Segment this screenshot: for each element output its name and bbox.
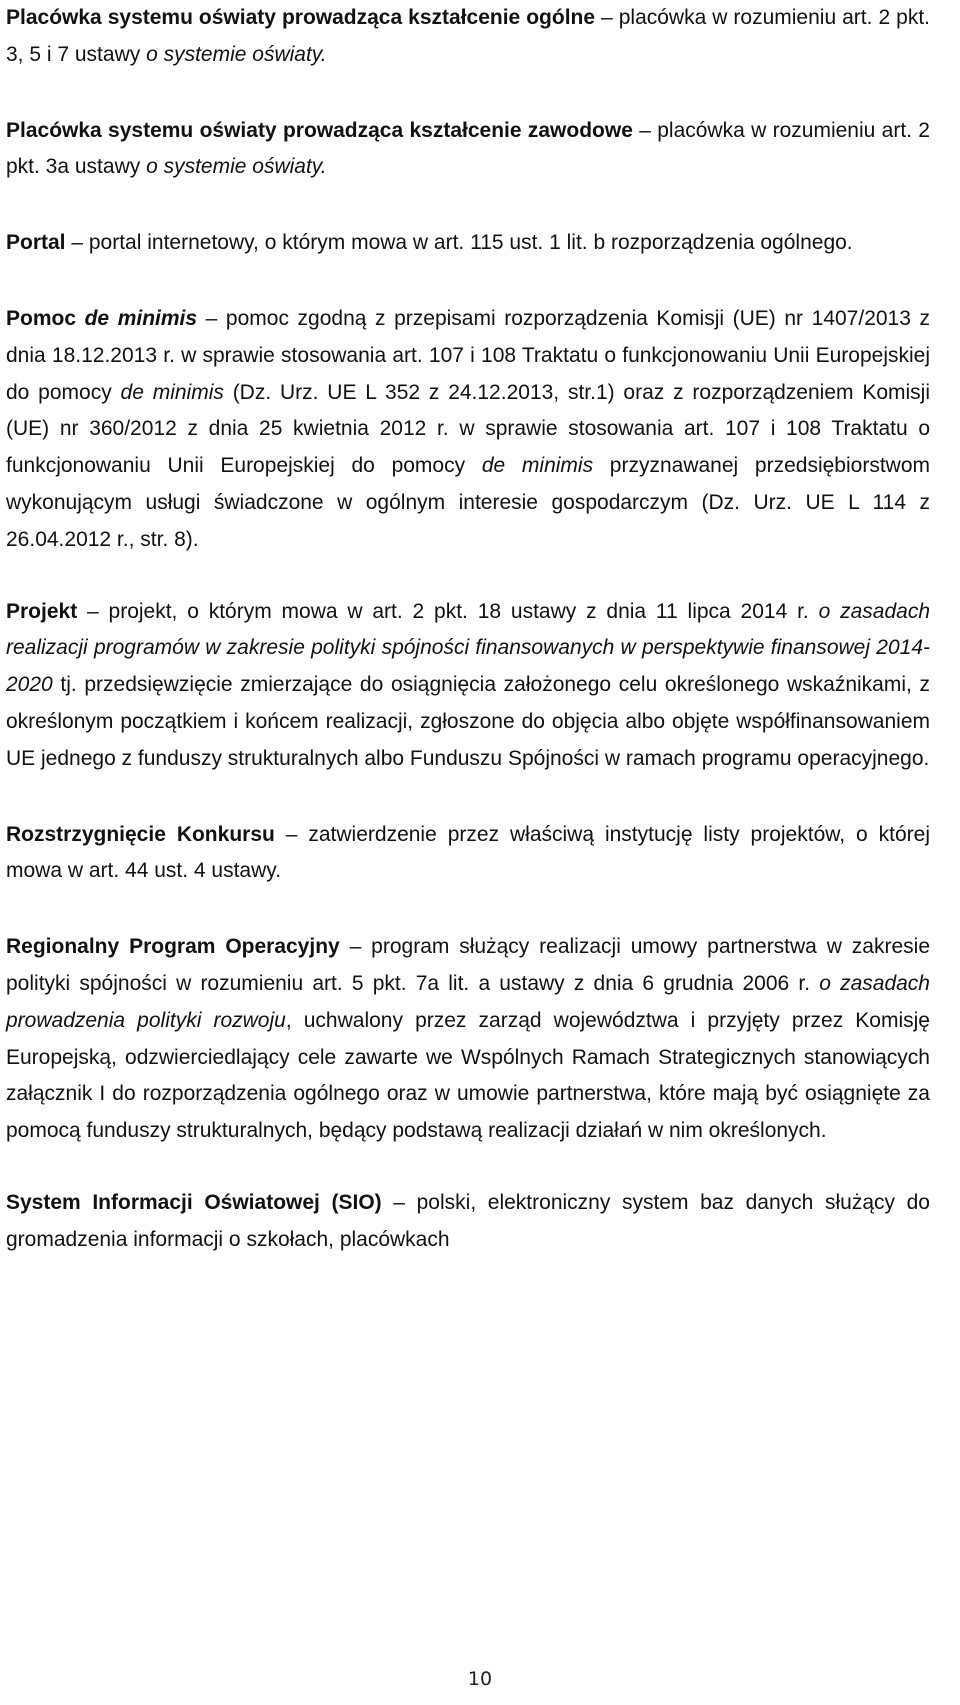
italic-title: de minimis [481, 454, 594, 478]
definition-entry [6, 929, 930, 1150]
definition-entry [6, 301, 930, 559]
definition-term: Regionalny Program Operacyjny [6, 935, 340, 959]
italic-title: o zasadach prowadzenia polityki rozwoju [6, 971, 930, 1032]
definition-text: tj. przedsięwzięcie zmierzające do osiągnięcia założonego celu określonego wskaźnikami, z określonym początkiem i końcem realizacji, zgłoszone do objęcia albo objęte współfinansowaniem UE jednego z funduszy strukturalnych albo Funduszu Spójności w ramach programu operacyjnego. [6, 673, 930, 770]
italic-title: o systemie oświaty. [146, 155, 327, 179]
definition-term: Projekt [6, 599, 78, 623]
definition-text: – program służący realizacji umowy partnerstwa w zakresie polityki spójności w rozumieniu art. 5 pkt. 7a lit. a ustawy z dnia 6 grudnia 2006 r. [6, 935, 930, 995]
definition-entry [6, 113, 930, 187]
definition-text: , uchwalony przez zarząd województwa i przyjęty przez Komisję Europejską, odzwierciedlający cele zawarte we Wspólnych Ramach Strategicznych stanowiących załącznik I do rozporządzenia ogólnego oraz w umowie partnerstwa, które mają być osiągnięte za pomocą funduszy strukturalnych, będący podstawą realizacji działań w nim określonych. [6, 1008, 930, 1143]
definition-term-italic: de minimis [84, 306, 198, 330]
definition-text: – portal internetowy, o którym mowa w art. 115 ust. 1 lit. b rozporządzenia ogólnego. [65, 231, 853, 255]
definition-entry [6, 817, 930, 891]
definition-text: – zatwierdzenie przez właściwą instytucję listy projektów, o której mowa w art. 44 ust. 4 ustawy. [6, 822, 930, 883]
definition-entry [6, 594, 930, 778]
page-number: 10 [467, 1668, 493, 1690]
definition-text: – projekt, o którym mowa w art. 2 pkt. 18 ustawy z dnia 11 lipca 2014 r. [77, 599, 819, 623]
definition-term: Rozstrzygnięcie Konkursu [6, 822, 275, 846]
definition-term: Portal [6, 231, 66, 255]
definition-text: – placówka w rozumieniu art. 2 pkt. 3, 5 i 7 ustawy [6, 6, 930, 66]
definition-entry [6, 225, 930, 262]
definition-entry [6, 0, 930, 74]
document-page [6, 0, 930, 1259]
definition-text: – polski, elektroniczny system baz danych służący do gromadzenia informacji o szkołach, placówkach [6, 1190, 930, 1251]
definition-entry [6, 1185, 930, 1259]
definition-term: Pomoc [6, 306, 85, 330]
definition-text: (Dz. Urz. UE L 352 z 24.12.2013, str.1) oraz z rozporządzeniem Komisji (UE) nr 360/2012 z dnia 25 kwietnia 2012 r. w sprawie stosowania art. 107 i 108 Traktatu o funkcjonowaniu Unii Europejskiej do pomocy [6, 380, 930, 478]
definition-term: Placówka systemu oświaty prowadząca kształcenie ogólne [6, 6, 596, 29]
definition-term: Placówka systemu oświaty prowadząca kształcenie zawodowe [6, 118, 633, 142]
definition-text: przyznawanej przedsiębiorstwom wykonującym usługi świadczone w ogólnym interesie gospodarczym (Dz. Urz. UE L 114 z 26.04.2012 r., str. 8). [6, 454, 930, 551]
definition-term: System Informacji Oświatowej (SIO) [6, 1190, 382, 1214]
italic-title: de minimis [120, 380, 224, 404]
italic-title: o systemie oświaty. [146, 42, 327, 66]
italic-title: o zasadach realizacji programów w zakresie polityki spójności finansowanych w perspektywie finansowej 2014-2020 [6, 599, 930, 697]
definition-text: – pomoc zgodną z przepisami rozporządzenia Komisji (UE) nr 1407/2013 z dnia 18.12.2013 r. w sprawie stosowania art. 107 i 108 Traktatu o funkcjonowaniu Unii Europejskiej do pomocy [6, 306, 930, 404]
definition-text: – placówka w rozumieniu art. 2 pkt. 3a ustawy [6, 118, 930, 179]
